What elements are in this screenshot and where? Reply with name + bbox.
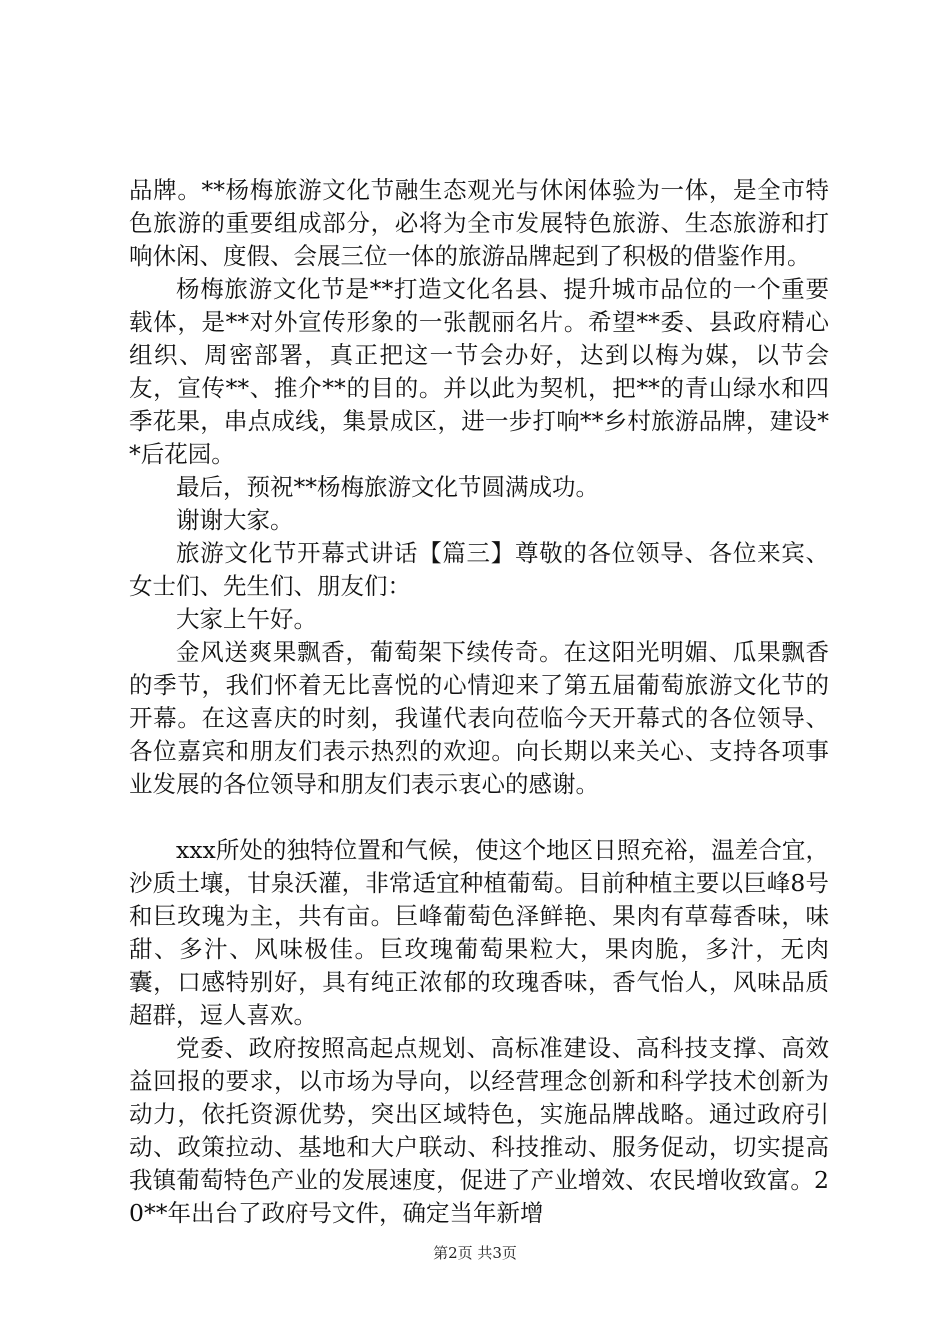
paragraph-4: 谢谢大家。 (176, 506, 294, 534)
paragraph-7: 金风送爽果飘香，葡萄架下续传奇。在这阳光明媚、瓜果飘香的季节，我们怀着无比喜悦的心情迎来了第五届葡萄旅游文化节的开幕。在这喜庆的时刻，我谨代表向莅临今天开幕式的各位领导、各位嘉宾和朋友们表示热烈的欢迎。向长期以来关心、支持各项事业发展的各位领导和朋友们表示衷心的感谢。 (129, 638, 829, 798)
paragraph-1: 品牌。**杨梅旅游文化节融生态观光与休闲体验为一体，是全市特色旅游的重要组成部分，必将为全市发展特色旅游、生态旅游和打响休闲、度假、会展三位一体的旅游品牌起到了积极的借鉴作用。 (129, 176, 829, 270)
paragraph-5: 旅游文化节开幕式讲话【篇三】尊敬的各位领导、各位来宾、女士们、先生们、朋友们： (129, 539, 829, 600)
page-number-footer: 第2页 共3页 (433, 1244, 517, 1262)
paragraph-8: xxx所处的独特位置和气候，使这个地区日照充裕，温差合宜，沙质土壤，甘泉沃灌，非常适宜种植葡萄。目前种植主要以巨峰8号和巨玫瑰为主，共有亩。巨峰葡萄色泽鲜艳、果肉有草莓香味，味甜、多汁、风味极佳。巨玫瑰葡萄果粒大，果肉脆，多汁，无肉囊，口感特别好，具有纯正浓郁的玫瑰香味，香气怡人，风味品质超群，逗人喜欢。 (129, 836, 829, 1029)
paragraph-3: 最后，预祝**杨梅旅游文化节圆满成功。 (176, 473, 599, 501)
paragraph-6: 大家上午好。 (176, 605, 317, 633)
document-body (129, 174, 829, 1230)
paragraph-9: 党委、政府按照高起点规划、高标准建设、高科技支撑、高效益回报的要求，以市场为导向，以经营理念创新和科学技术创新为动力，依托资源优势，突出区域特色，实施品牌战略。通过政府引动、政策拉动、基地和大户联动、科技推动、服务促动，切实提高我镇葡萄特色产业的发展速度，促进了产业增效、农民增收致富。20**年出台了政府号文件，确定当年新增 (129, 1034, 829, 1227)
paragraph-2: 杨梅旅游文化节是**打造文化名县、提升城市品位的一个重要载体，是**对外宣传形象的一张靓丽名片。希望**委、县政府精心组织、周密部署，真正把这一节会办好，达到以梅为媒，以节会友，宣传**、推介**的目的。并以此为契机，把**的青山绿水和四季花果，串点成线，集景成区，进一步打响**乡村旅游品牌，建设**后花园。 (129, 275, 829, 468)
